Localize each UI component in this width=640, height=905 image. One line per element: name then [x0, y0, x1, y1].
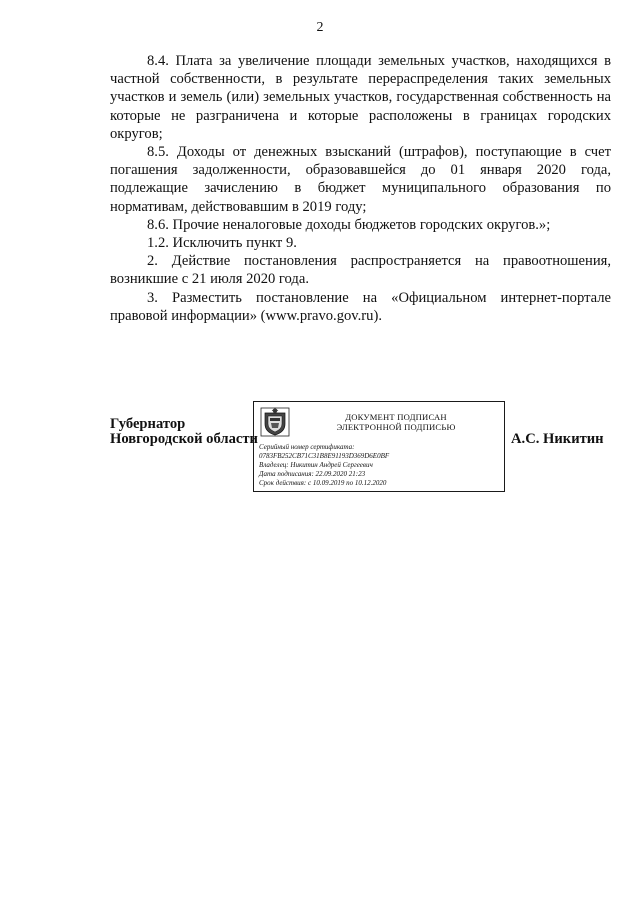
paragraph-2: 2. Действие постановления распространяется на правоотношения, возникшие с 21 июля 2020 года.	[110, 253, 611, 288]
signatory-title-line2: Новгородской области	[110, 431, 258, 447]
document-body	[110, 52, 611, 325]
stamp-heading-line1: ДОКУМЕНТ ПОДПИСАН	[345, 412, 447, 422]
stamp-serial-value: 0783FB252CB71C31B8E91193D369D6E0BF	[259, 452, 390, 461]
stamp-serial-label: Серийный номер сертификата:	[259, 443, 355, 451]
signatory-name: А.С. Никитин	[511, 431, 604, 447]
signatory-title-line1: Губернатор	[110, 416, 186, 432]
electronic-signature-stamp	[253, 401, 505, 492]
paragraph-3: 3. Разместить постановление на «Официальном интернет-портале правовой информации» (www.pravo.gov.ru).	[110, 289, 611, 324]
stamp-signed-date: Дата подписания: 22.09.2020 21:23	[259, 470, 366, 479]
paragraph-8-4: 8.4. Плата за увеличение площади земельных участков, находящихся в частной собственности, в результате перераспределения таких земельных участков и земель (или) земельных участков, государственная собственность на которые не разграничена и которые расположены в границах городских округов;	[110, 53, 611, 142]
stamp-validity: Срок действия: с 10.09.2019 по 10.12.2020	[259, 479, 387, 488]
stamp-heading-line2: ЭЛЕКТРОННОЙ ПОДПИСЬЮ	[336, 422, 456, 432]
paragraph-8-5: 8.5. Доходы от денежных взысканий (штрафов), поступающие в счет погашения задолженности, образовавшейся до 01 января 2020 года, подлежащие зачислению в бюджет муниципального образования по нормативам, действовавшим в 2019 году;	[110, 144, 611, 215]
signatory-title	[110, 417, 258, 447]
coat-of-arms-icon	[260, 407, 290, 437]
paragraph-1-2: 1.2. Исключить пункт 9.	[147, 235, 297, 252]
page-number: 2	[316, 20, 324, 35]
stamp-details	[259, 443, 389, 488]
stamp-heading	[296, 412, 496, 432]
paragraph-8-6: 8.6. Прочие неналоговые доходы бюджетов городских округов.»;	[147, 216, 551, 233]
stamp-owner: Владелец: Никитин Андрей Сергеевич	[259, 461, 373, 470]
